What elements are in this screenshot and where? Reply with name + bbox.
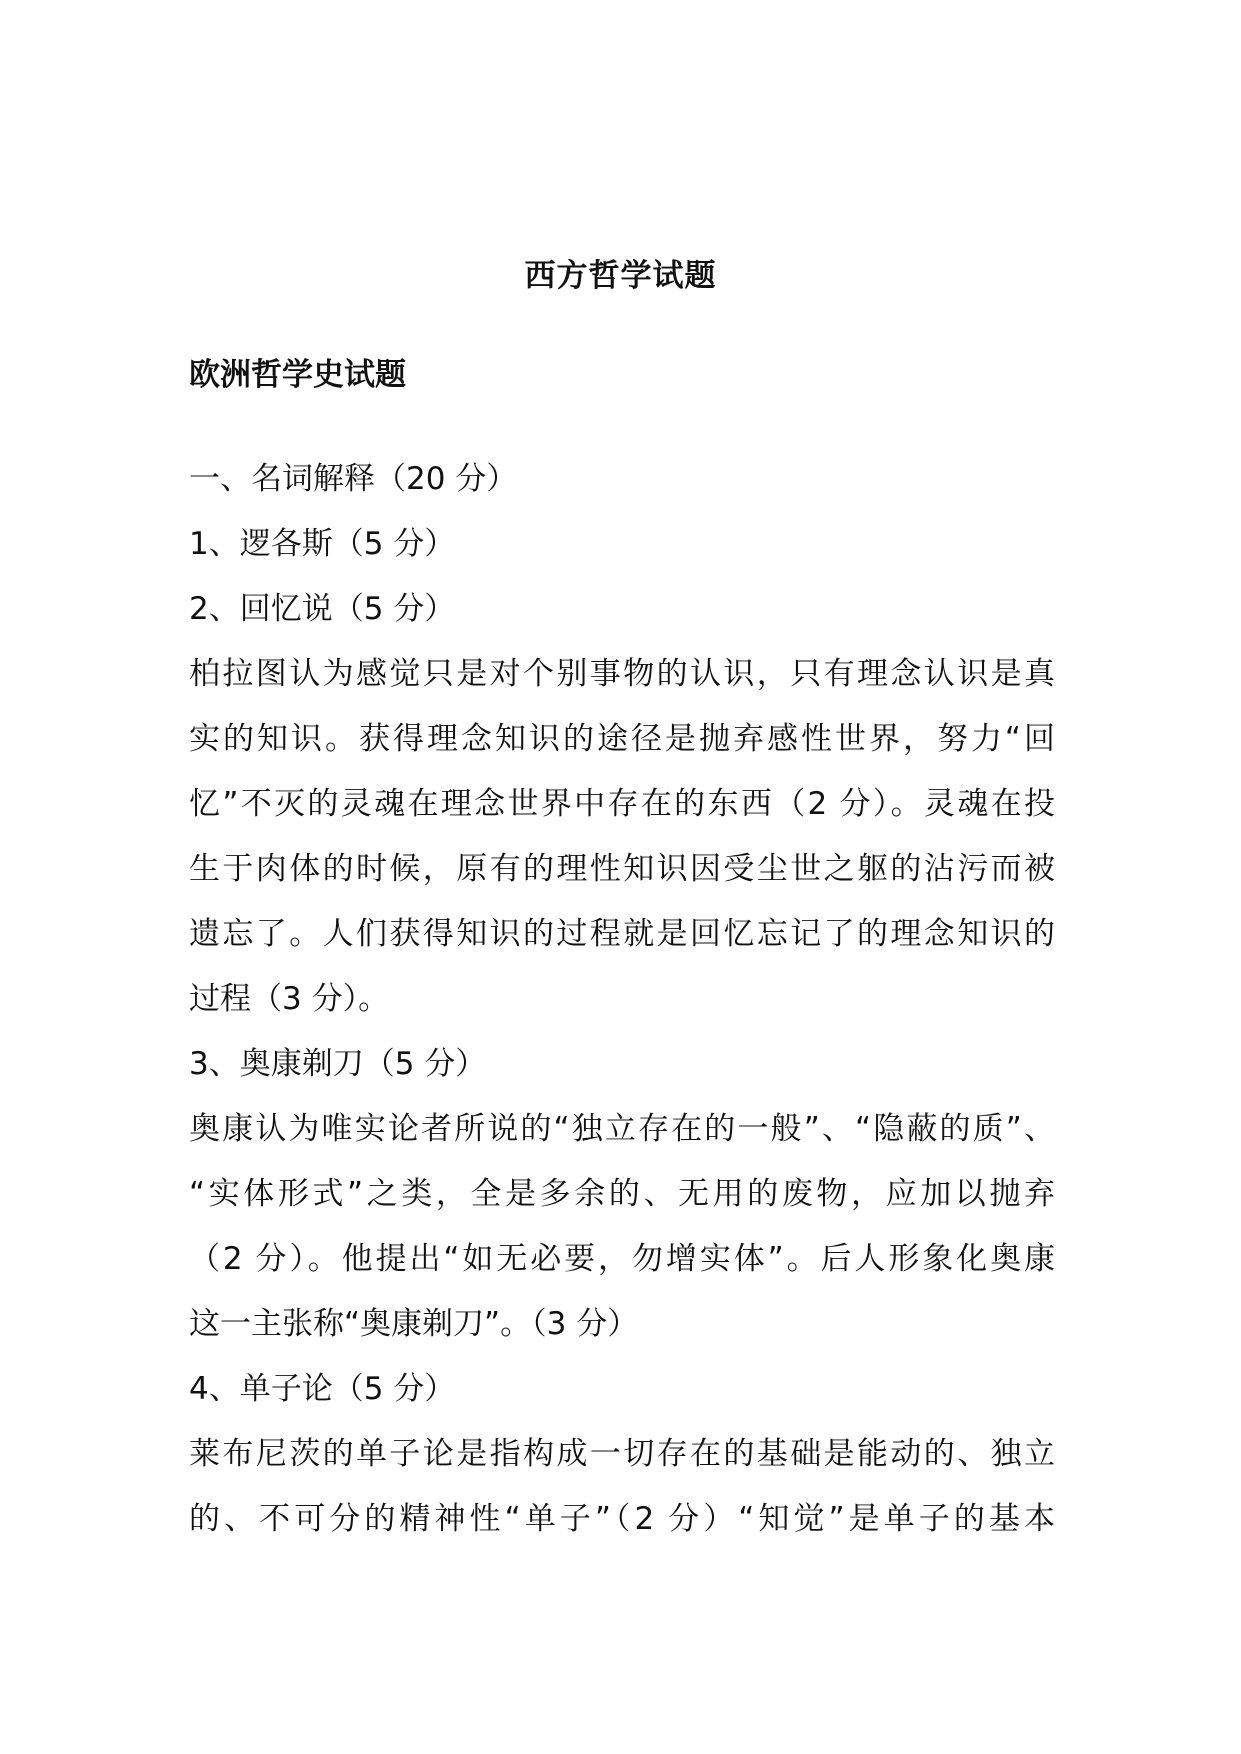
text-line: 实的知识。获得理念知识的途径是抛弃感性世界，努力“回 <box>189 721 1055 757</box>
document-title: 西方哲学试题 <box>524 258 717 294</box>
document-body <box>189 352 1055 1552</box>
section-title: 欧洲哲学史试题 <box>189 357 406 393</box>
text-line: 这一主张称“奥康剃刀”。（3 分） <box>189 1306 639 1342</box>
text-line: 的、不可分的精神性“单子”（2 分）“知觉”是单子的基本 <box>189 1501 1055 1537</box>
text-line: 1、逻各斯（5 分） <box>189 526 456 562</box>
text-line: 柏拉图认为感觉只是对个别事物的认识，只有理念认识是真 <box>189 656 1055 692</box>
text-line: 遗忘了。人们获得知识的过程就是回忆忘记了的理念知识的 <box>189 916 1055 952</box>
text-line: （2 分）。他提出“如无必要，勿增实体”。后人形象化奥康 <box>189 1241 1055 1277</box>
text-line: 忆”不灭的灵魂在理念世界中存在的东西（2 分）。灵魂在投 <box>189 786 1055 822</box>
text-line: 过程（3 分）。 <box>189 981 390 1017</box>
text-line: “实体形式”之类，全是多余的、无用的废物，应加以抛弃 <box>189 1176 1055 1212</box>
text-lines <box>189 447 1055 1552</box>
text-line: 2、回忆说（5 分） <box>189 591 456 627</box>
text-line: 一、名词解释（20 分） <box>189 461 518 497</box>
text-line: 3、奥康剃刀（5 分） <box>189 1046 487 1082</box>
text-line: 生于肉体的时候，原有的理性知识因受尘世之躯的沾污而被 <box>189 851 1055 887</box>
text-line: 4、单子论（5 分） <box>189 1371 456 1407</box>
text-line: 莱布尼茨的单子论是指构成一切存在的基础是能动的、独立 <box>189 1436 1055 1472</box>
text-line: 奥康认为唯实论者所说的“独立存在的一般”、“隐蔽的质”、 <box>189 1111 1055 1147</box>
